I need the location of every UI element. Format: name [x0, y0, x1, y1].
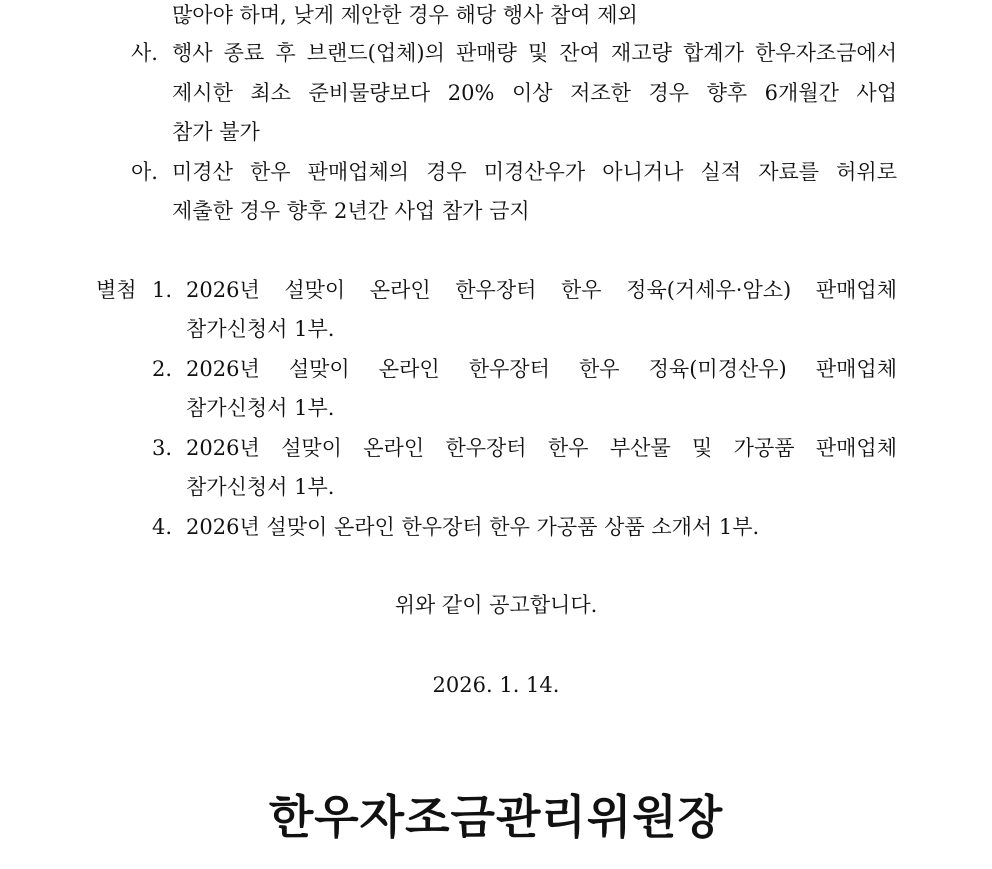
- clause-sa-line-1: 행사 종료 후 브랜드(업체)의 판매량 및 잔여 재고량 합계가 한우자조금에서: [172, 41, 897, 65]
- attachment-2-number: 2.: [152, 357, 173, 381]
- clause-continuation-text: 많아야 하며, 낮게 제안한 경우 해당 행사 참여 제외: [172, 3, 638, 27]
- attachment-3-line-2: 참가신청서 1부.: [186, 475, 335, 499]
- clause-sa-line-3: 참가 불가: [172, 120, 260, 144]
- attachment-3-number: 3.: [152, 436, 173, 460]
- clause-a-marker: 아.: [131, 160, 158, 184]
- attachment-2-line-1: 2026년 설맞이 온라인 한우장터 한우 정육(미경산우) 판매업체: [186, 357, 897, 381]
- clause-sa-marker: 사.: [131, 41, 158, 65]
- attachment-3-line-1: 2026년 설맞이 온라인 한우장터 한우 부산물 및 가공품 판매업체: [186, 436, 897, 460]
- announcement-date: 2026. 1. 14.: [432, 673, 560, 697]
- clause-sa-line-2: 제시한 최소 준비물량보다 20% 이상 저조한 경우 향후 6개월간 사업: [172, 81, 897, 105]
- clause-a-line-2: 제출한 경우 향후 2년간 사업 참가 금지: [172, 199, 530, 223]
- attachments-label: 별첨: [96, 278, 137, 302]
- clause-a-line-1: 미경산 한우 판매업체의 경우 미경산우가 아니거나 실적 자료를 허위로: [172, 160, 897, 184]
- attachment-1-number: 1.: [152, 278, 173, 302]
- attachment-2-line-2: 참가신청서 1부.: [186, 396, 335, 420]
- attachment-1-line-1: 2026년 설맞이 온라인 한우장터 한우 정육(거세우·암소) 판매업체: [186, 278, 897, 302]
- attachment-4-line-1: 2026년 설맞이 온라인 한우장터 한우 가공품 상품 소개서 1부.: [186, 515, 760, 539]
- attachment-4-number: 4.: [152, 515, 173, 539]
- attachment-1-line-2: 참가신청서 1부.: [186, 317, 335, 341]
- announcement-text: 위와 같이 공고합니다.: [394, 593, 598, 617]
- issuer-name: 한우자조금관리위원장: [268, 790, 724, 844]
